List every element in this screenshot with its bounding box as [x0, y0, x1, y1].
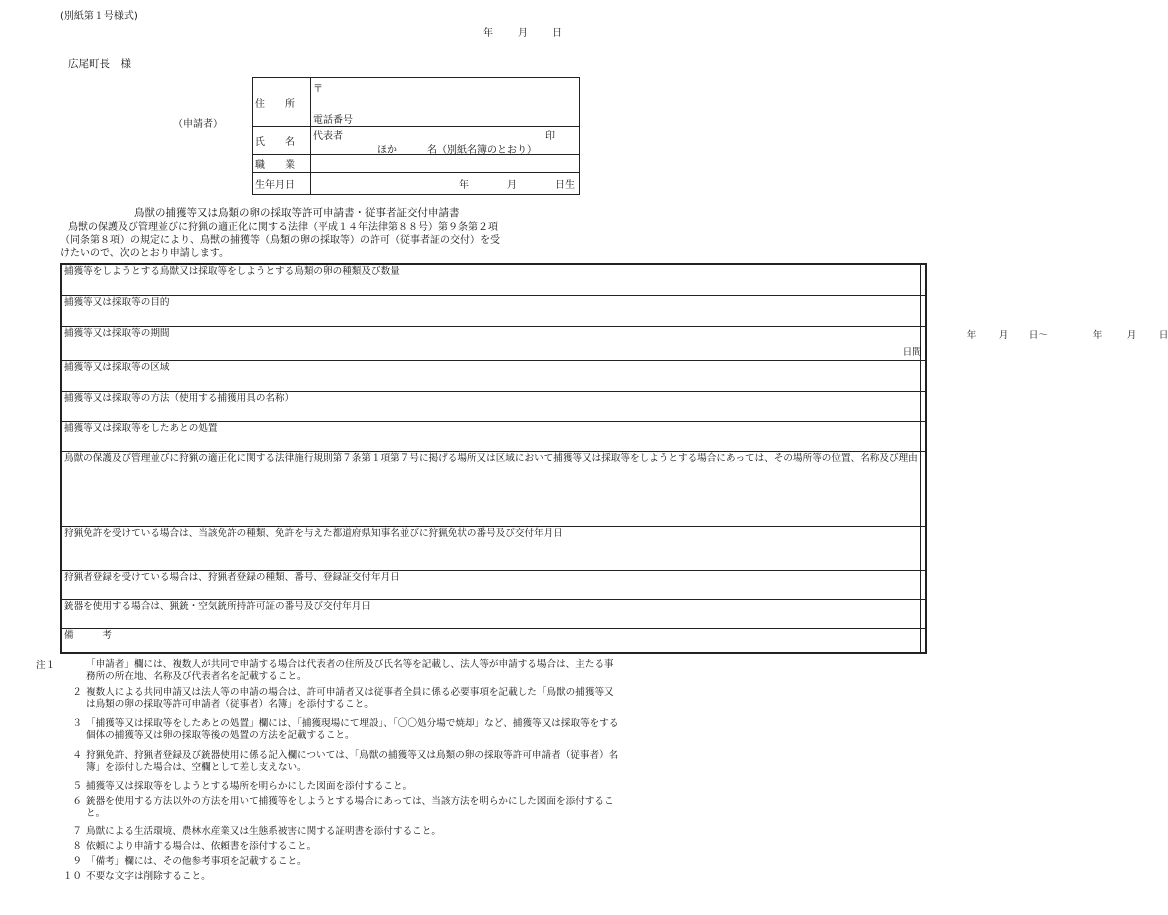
table-row	[61, 570, 926, 599]
row-field-remarks[interactable]	[920, 628, 926, 653]
note-text: 不要な文字は削除すること。	[86, 871, 211, 882]
row-field-registration[interactable]	[920, 570, 926, 599]
period-day-2: 日	[1158, 329, 1168, 341]
note-item	[58, 687, 623, 711]
birthdate-field[interactable]	[311, 173, 580, 195]
row-label-species: 捕獲等をしようとする鳥獣又は採取等をしようとする鳥類の卵の種類及び数量	[61, 264, 920, 295]
note-number: ７	[72, 826, 82, 837]
note-number: ９	[72, 856, 82, 867]
seal-mark: 印	[545, 131, 555, 142]
row-label-remarks: 備 考	[61, 628, 920, 653]
period-days: 日間	[902, 346, 922, 358]
period-month-2: 月	[1126, 329, 1137, 341]
applicant-table	[252, 77, 580, 195]
period-month-1: 月	[998, 329, 1009, 341]
row-field-area[interactable]	[920, 360, 926, 391]
representative-label: 代表者	[313, 131, 343, 142]
row-label-registration: 狩猟者登録を受けている場合は、狩猟者登録の種類、番号、登録証交付年月日	[61, 570, 920, 599]
applicant-label: （申請者）	[173, 119, 223, 130]
note-item	[58, 718, 623, 742]
table-row	[61, 628, 926, 653]
table-row	[61, 326, 926, 360]
table-row	[61, 421, 926, 451]
row-label-method: 捕獲等又は採取等の方法（使用する捕獲用具の名称）	[61, 391, 920, 421]
row-label-area: 捕獲等又は採取等の区域	[61, 360, 920, 391]
note-number: ３	[72, 718, 82, 729]
birth-suffix-label: 日生	[555, 180, 575, 191]
table-row	[61, 360, 926, 391]
note-item	[58, 856, 623, 868]
table-row	[61, 526, 926, 570]
note-text: 銃器を使用する方法以外の方法を用いて捕獲等をしようとする場合にあっては、当該方法を明らかにした図面を添付すること。	[86, 796, 614, 819]
table-row	[61, 451, 926, 526]
address-field[interactable]	[311, 78, 580, 127]
table-row	[61, 295, 926, 326]
table-row	[61, 599, 926, 628]
note-item	[58, 871, 623, 883]
note-number: ５	[72, 781, 82, 792]
intro-line-1: 鳥獣の保護及び管理並びに狩猟の適正化に関する法律（平成１４年法律第８８号）第９条第２項	[68, 222, 498, 233]
note-number: ２	[72, 687, 82, 698]
note-text: 狩猟免許、狩猟者登録及び銃器使用に係る記入欄については、「鳥獣の捕獲等又は鳥類の卵の採取等許可申請者（従事者）名簿」を添付した場合は、空欄として差し支えない。	[86, 750, 619, 773]
intro-line-3: けたいので、次のとおり申請します。	[60, 248, 229, 259]
row-field-purpose[interactable]	[920, 295, 926, 326]
row-field-disposal[interactable]	[920, 421, 926, 451]
date-month: 月	[518, 28, 528, 39]
birth-year-label: 年	[459, 180, 469, 191]
note-text: 「捕獲等又は採取等をしたあとの処置」欄には、「捕獲現場にて埋設」、「〇〇処分場で焼却」など、捕獲等又は採取等をする個体の捕獲等又は卵の採取等後の処置の方法を記載すること。	[86, 718, 619, 741]
row-field-license[interactable]	[920, 526, 926, 570]
table-row	[61, 391, 926, 421]
notes-label: 注１	[36, 660, 56, 671]
occupation-label: 職 業	[253, 155, 311, 173]
note-item	[58, 781, 623, 793]
note-item	[58, 841, 623, 853]
period-year-1: 年	[966, 329, 977, 341]
main-table	[60, 263, 1168, 654]
note-number: ６	[72, 796, 82, 807]
row-label-disposal: 捕獲等又は採取等をしたあとの処置	[61, 421, 920, 451]
row-field-species[interactable]	[920, 264, 926, 295]
form-label: (別紙第１号様式)	[60, 11, 138, 22]
period-day-1: 日〜	[1028, 329, 1048, 341]
note-text: 複数人による共同申請又は法人等の申請の場合は、許可申請者又は従事者全員に係る必要事項を記載した「鳥獣の捕獲等又は鳥類の卵の採取等許可申請者（従事者）名簿」を添付すること。	[86, 687, 614, 710]
note-item	[58, 659, 623, 683]
period-year-2: 年	[1092, 329, 1103, 341]
note-text: 「申請者」欄には、複数人が共同で申請する場合は代表者の住所及び氏名等を記載し、法人等が申請する場合は、主たる事務所の所在地、名称及び代表者名を記載すること。	[86, 659, 614, 682]
row-label-license: 狩猟免許を受けている場合は、当該免許の種類、免許を与えた都道府県知事名並びに狩猟免状の番号及び交付年月日	[61, 526, 920, 570]
row-field-period[interactable]	[902, 326, 1168, 360]
address-label: 住 所	[253, 78, 311, 127]
name-label: 氏 名	[253, 127, 311, 155]
occupation-field[interactable]	[311, 155, 580, 173]
row-label-period: 捕獲等又は採取等の期間	[61, 326, 920, 360]
date-year: 年	[483, 28, 493, 39]
row-field-location[interactable]	[920, 451, 926, 526]
note-text: 鳥獣による生活環境、農林水産業又は生態系被害に関する証明書を添付すること。	[86, 826, 441, 837]
row-label-purpose: 捕獲等又は採取等の目的	[61, 295, 920, 326]
row-field-firearm[interactable]	[920, 599, 926, 628]
postal-mark: 〒	[313, 84, 323, 95]
phone-label: 電話番号	[313, 115, 353, 126]
row-field-method[interactable]	[920, 391, 926, 421]
row-label-location: 鳥獣の保護及び管理並びに狩猟の適正化に関する法律施行規則第７条第１項第７号に掲げる場所又は区域において捕獲等又は採取等をしようとする場合にあっては、その場所等の位置、名称及び理由	[61, 451, 920, 526]
form-title: 鳥獣の捕獲等又は鳥類の卵の採取等許可申請書・従事者証交付申請書	[134, 207, 460, 219]
note-item	[58, 796, 623, 820]
birthdate-label: 生年月日	[253, 173, 311, 195]
table-row	[61, 264, 926, 295]
note-text: 依頼により申請する場合は、依頼書を添付すること。	[86, 841, 317, 852]
date-day: 日	[552, 28, 562, 39]
note-number: ８	[72, 841, 82, 852]
note-number: ４	[72, 750, 82, 761]
note-text: 「備考」欄には、その他参考事項を記載すること。	[86, 856, 307, 867]
others-note: ほか 名（別紙名簿のとおり）	[377, 145, 537, 156]
note-number: １０	[62, 871, 82, 882]
row-label-firearm: 銃器を使用する場合は、猟銃・空気銃所持許可証の番号及び交付年月日	[61, 599, 920, 628]
note-item	[58, 826, 623, 838]
birth-month-label: 月	[507, 180, 517, 191]
addressee: 広尾町長 様	[68, 58, 131, 70]
note-item	[58, 750, 623, 774]
name-field[interactable]	[311, 127, 580, 155]
note-text: 捕獲等又は採取等をしようとする場所を明らかにした図面を添付すること。	[86, 781, 413, 792]
intro-line-2: （同条第８項）の規定により、鳥獣の捕獲等（鳥類の卵の採取等）の許可（従事者証の交付）を受	[60, 235, 500, 246]
